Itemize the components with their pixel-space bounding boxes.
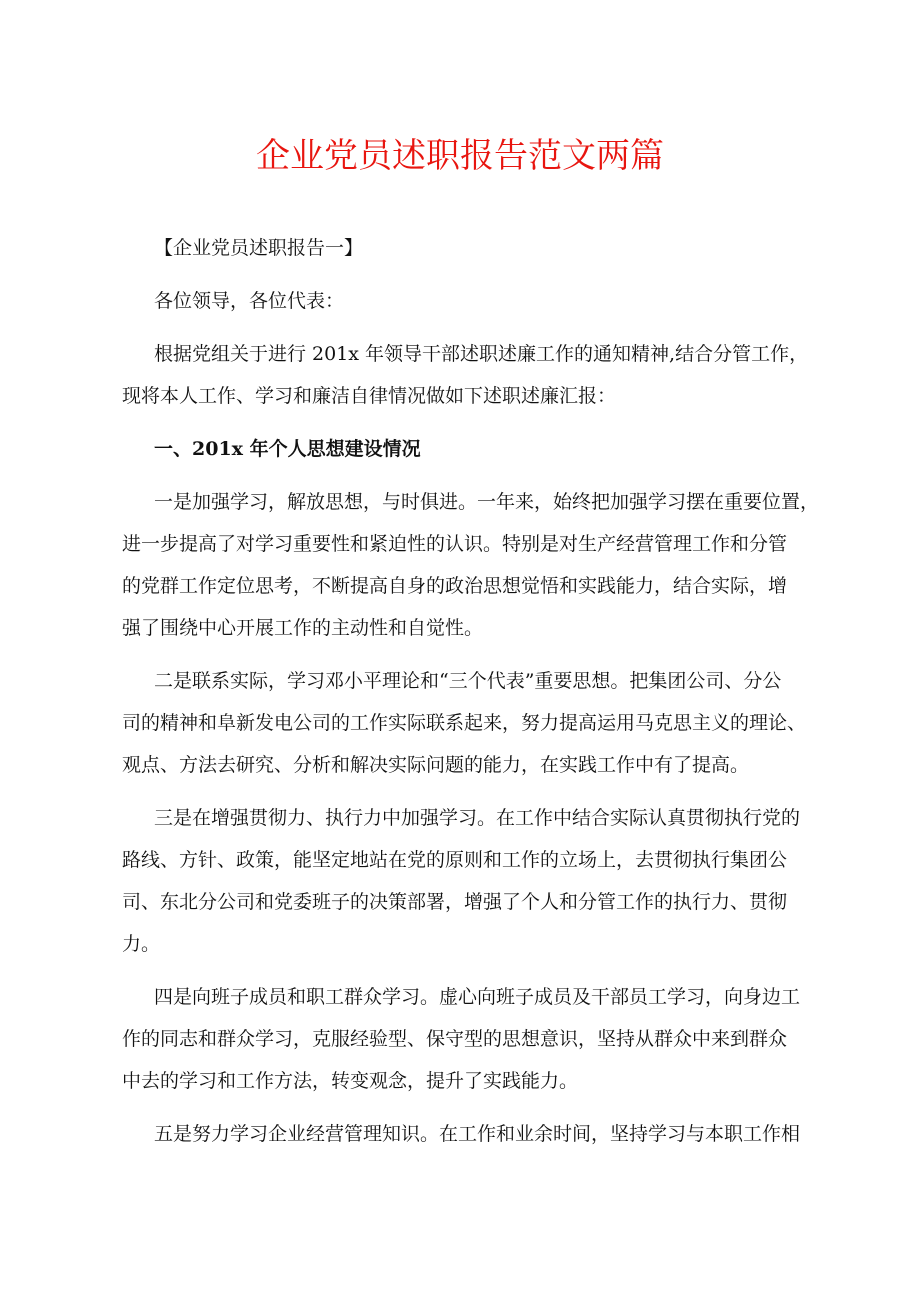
text-line: 中去的学习和工作方法，转变观念，提升了实践能力。: [122, 1070, 579, 1092]
text-line: 现将本人工作、学习和廉洁自律情况做如下述职述廉汇报：: [122, 385, 617, 407]
text-line: 力。: [122, 933, 161, 955]
text-line: 路线、方针、政策，能坚定地站在党的原则和工作的立场上，去贯彻执行集团公: [122, 849, 788, 871]
text-line: 一、201x 年个人思想建设情况: [154, 438, 421, 460]
text-line: 各位领导，各位代表：: [154, 290, 345, 312]
paragraph-5: [122, 1113, 801, 1155]
text-line: 五是努力学习企业经营管理知识。在工作和业余时间，坚持学习与本职工作相: [154, 1123, 801, 1145]
report-subtitle: [122, 227, 798, 269]
text-line: 司、东北分公司和党委班子的决策部署，增强了个人和分管工作的执行力、贯彻: [122, 891, 788, 913]
intro-paragraph: [122, 333, 809, 417]
document-title: 企业党员述职报告范文两篇: [256, 136, 664, 176]
text-line: 根据党组关于进行 201x 年领导干部述职述廉工作的通知精神,结合分管工作，: [154, 343, 809, 365]
text-line: 的党群工作定位思考，不断提高自身的政治思想觉悟和实践能力，结合实际，增: [122, 575, 788, 597]
text-line: 【企业党员述职报告一】: [154, 237, 364, 259]
text-line: 观点、方法去研究、分析和解决实际问题的能力，在实践工作中有了提高。: [122, 754, 750, 776]
paragraph-1: [122, 481, 820, 649]
text-line: 四是向班子成员和职工群众学习。虚心向班子成员及干部员工学习，向身边工: [154, 986, 801, 1008]
text-line: 作的同志和群众学习，克服经验型、保守型的思想意识，坚持从群众中来到群众: [122, 1028, 788, 1050]
paragraph-2: [122, 660, 807, 786]
text-line: 司的精神和阜新发电公司的工作实际联系起来，努力提高运用马克思主义的理论、: [122, 712, 807, 734]
text-line: 二是联系实际，学习邓小平理论和“三个代表”重要思想。把集团公司、分公: [154, 670, 782, 692]
text-line: 进一步提高了对学习重要性和紧迫性的认识。特别是对生产经营管理工作和分管: [122, 533, 788, 555]
document-body: [122, 227, 820, 1155]
paragraph-4: [122, 976, 801, 1102]
text-line: 一是加强学习，解放思想，与时俱进。一年来，始终把加强学习摆在重要位置，: [154, 491, 820, 513]
paragraph-3: [122, 797, 801, 965]
section-heading: [122, 428, 798, 470]
text-line: 三是在增强贯彻力、执行力中加强学习。在工作中结合实际认真贯彻执行党的: [154, 807, 801, 829]
salutation: [122, 280, 798, 322]
text-line: 强了围绕中心开展工作的主动性和自觉性。: [122, 617, 484, 639]
